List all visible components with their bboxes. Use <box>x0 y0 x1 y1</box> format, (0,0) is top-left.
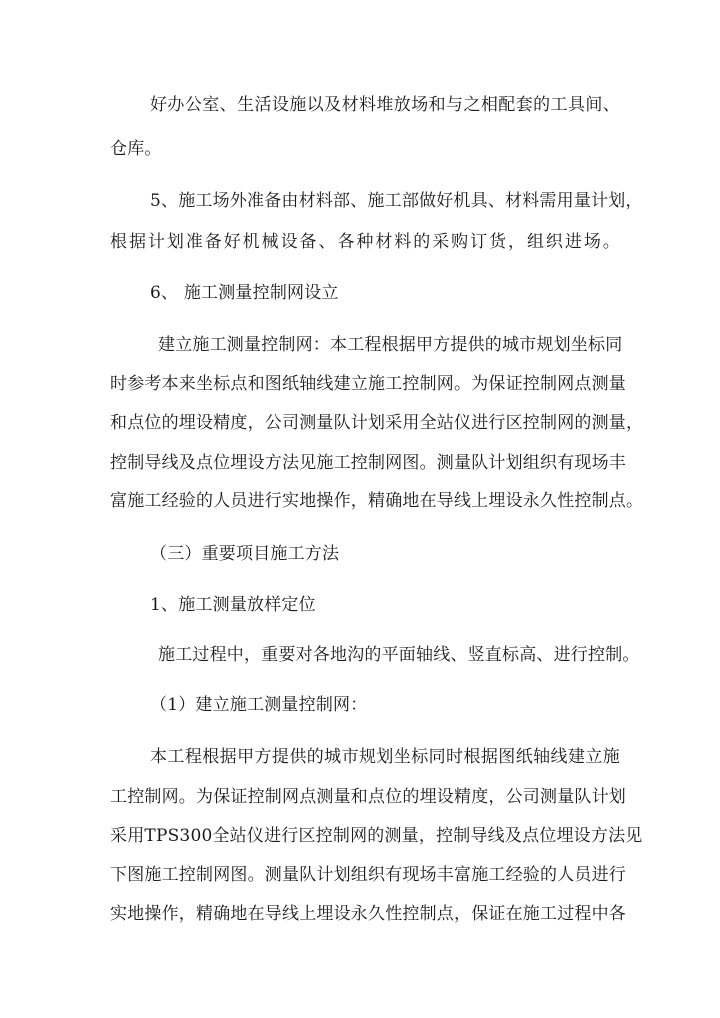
section-heading: （三）重要项目施工方法 <box>150 544 340 564</box>
paragraph-line: 根据计划准备好机械设备、各种材料的采购订货，组织进场。 <box>110 232 620 252</box>
paragraph-line: 仓库。 <box>110 139 162 159</box>
paragraph-line: 时参考本来坐标点和图纸轴线建立施工控制网。为保证控制网点测量 <box>110 374 626 394</box>
paragraph-line: 控制导线及点位埋设方法见施工控制网图。测量队计划组织有现场丰 <box>110 453 626 473</box>
paragraph-line: 富施工经验的人员进行实地操作，精确地在导线上埋设永久性控制点。 <box>110 491 644 511</box>
paragraph-line: 实地操作，精确地在导线上埋设永久性控制点，保证在施工过程中各 <box>110 904 626 924</box>
paragraph-line: 采用TPS300全站仪进行区控制网的测量，控制导线及点位埋设方法见 <box>110 826 643 846</box>
paragraph-line: 工控制网。为保证控制网点测量和点位的埋设精度，公司测量队计划 <box>110 787 626 807</box>
paragraph-line: 施工过程中，重要对各地沟的平面轴线、竖直标高、进行控制。 <box>158 645 640 665</box>
section-heading: 1、施工测量放样定位 <box>150 595 316 615</box>
paragraph-line: 和点位的埋设精度，公司测量队计划采用全站仪进行区控制网的测量， <box>110 413 644 433</box>
paragraph-line: 好办公室、生活设施以及材料堆放场和与之相配套的工具间、 <box>150 95 620 115</box>
paragraph-line: 本工程根据甲方提供的城市规划坐标同时根据图纸轴线建立施 <box>150 747 620 767</box>
section-heading: （1）建立施工测量控制网： <box>150 695 368 715</box>
paragraph-line: 下图施工控制网图。测量队计划组织有现场丰富施工经验的人员进行 <box>110 865 626 885</box>
section-heading: 6、 施工测量控制网设立 <box>150 283 339 303</box>
paragraph-line: 5、施工场外准备由材料部、施工部做好机具、材料需用量计划， <box>150 191 643 211</box>
paragraph-line: 建立施工测量控制网：本工程根据甲方提供的城市规划坐标同 <box>158 335 623 355</box>
